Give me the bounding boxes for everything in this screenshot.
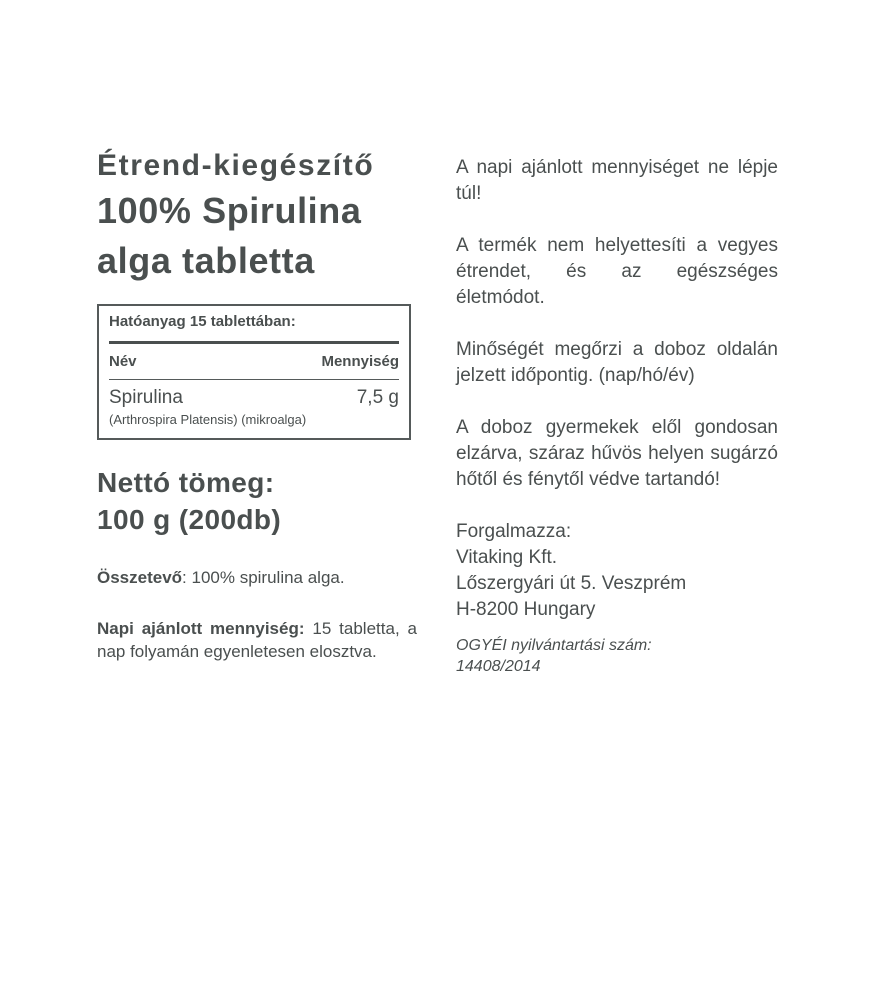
ingredient-name: Spirulina [109, 387, 183, 408]
product-subtitle: Étrend-kiegészítő [97, 149, 375, 182]
ingredients-paragraph [97, 566, 417, 589]
distributor-address: Lőszergyári út 5. Veszprém [456, 573, 687, 594]
best-before-note: Minőségét megőrzi a doboz oldalán jelzett időpontig. (nap/hó/év) [456, 339, 778, 386]
table-header [109, 352, 399, 372]
table-title: Hatóanyag 15 tablettában: [109, 313, 296, 330]
daily-dose-text: 15 tabletta, a nap folyamán egyenletesen elosztva. [97, 619, 417, 661]
ingredient-note: (Arthrospira Platensis) (mikroalga) [109, 412, 307, 427]
distributor-label: Forgalmazza: [456, 521, 572, 542]
registration-label: OGYÉI nyilvántartási szám: [456, 637, 652, 654]
product-title-line1: 100% Spirulina [97, 190, 362, 231]
column-header-name: Név [109, 353, 137, 370]
warning-daily-limit: A napi ajánlott mennyiséget ne lépje túl! [456, 157, 778, 204]
right-column [456, 155, 778, 677]
daily-dose-label: Napi ajánlott mennyiség: [97, 619, 305, 638]
warning-not-substitute: A termék nem helyettesíti a vegyes étrendet, és az egészséges életmódot. [456, 235, 778, 308]
left-column [97, 148, 417, 663]
ingredients-label: Összetevő [97, 568, 183, 587]
daily-dose-paragraph [97, 617, 417, 663]
table-divider-thin [109, 379, 399, 380]
table-divider-thick [109, 341, 399, 344]
registration-number: 14408/2014 [456, 658, 541, 675]
storage-instructions: A doboz gyermekek elől gondosan elzárva, száraz hűvös helyen sugárzó hőtől és fénytől védve tartandó! [456, 417, 778, 490]
product-title-line2: alga tabletta [97, 240, 315, 281]
product-title [97, 186, 417, 286]
registration-block [456, 635, 778, 677]
ingredients-text: : 100% spirulina alga. [182, 568, 345, 587]
net-weight-value: 100 g (200db) [97, 504, 282, 535]
distributor-name: Vitaking Kft. [456, 547, 558, 568]
net-weight [97, 464, 417, 538]
distributor-block [456, 519, 778, 623]
active-ingredient-table [97, 304, 411, 440]
table-row [109, 386, 399, 410]
ingredient-amount: 7,5 g [356, 387, 399, 408]
column-header-amount: Mennyiség [321, 353, 399, 370]
distributor-city: H-8200 Hungary [456, 599, 596, 620]
net-weight-label: Nettó tömeg: [97, 467, 275, 498]
